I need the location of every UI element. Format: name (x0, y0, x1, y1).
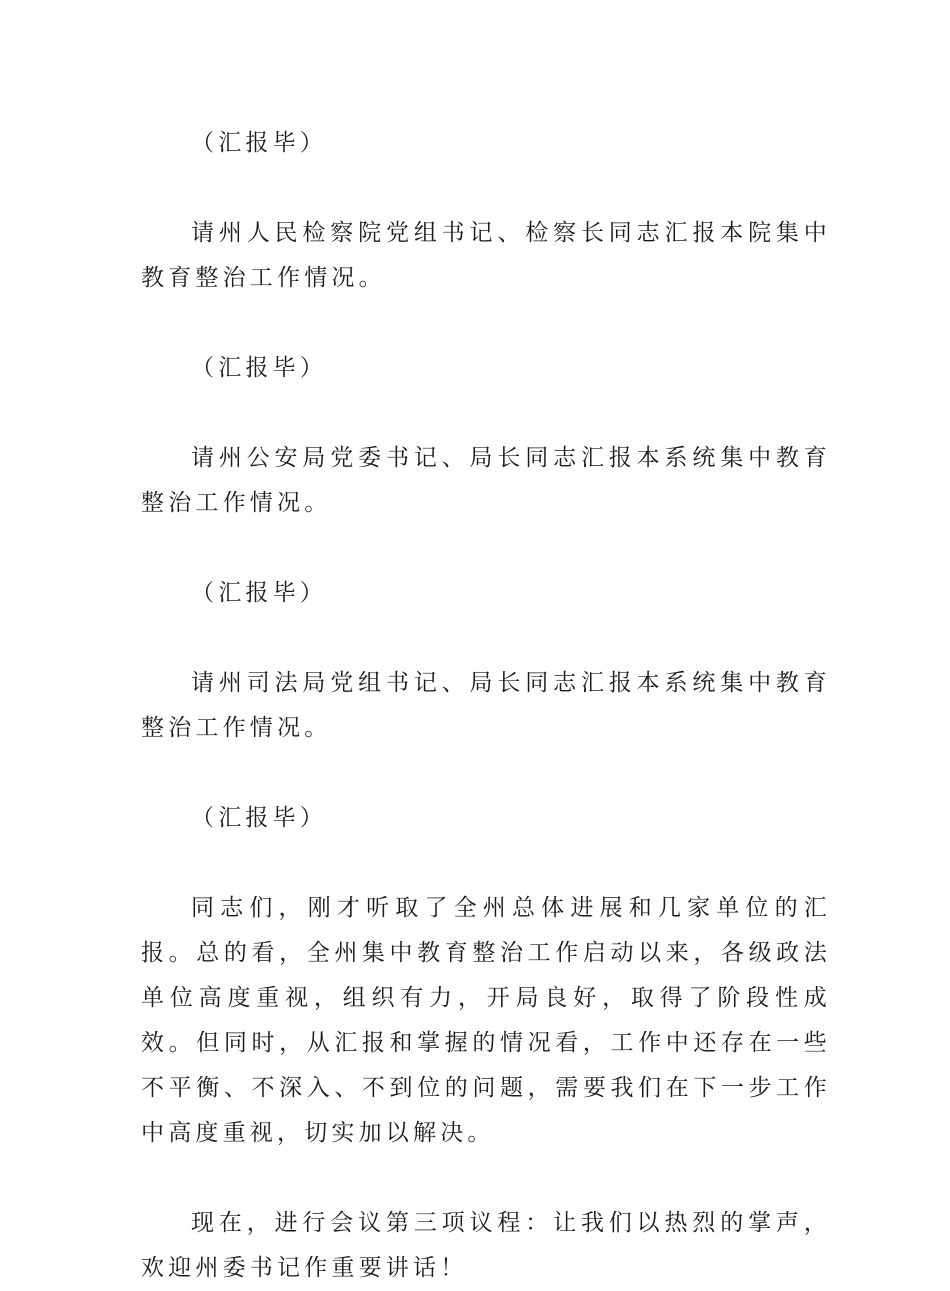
report-finished-note: （汇报毕） (191, 355, 327, 381)
justice-bureau-report-request: 请州司法局党组书记、局长同志汇报本系统集中教育整治工作情况。 (141, 670, 831, 741)
document-body (141, 121, 831, 1291)
public-security-report-request: 请州公安局党委书记、局长同志汇报本系统集中教育整治工作情况。 (141, 445, 831, 516)
agenda-item-three: 现在，进行会议第三项议程：让我们以热烈的掌声，欢迎州委书记作重要讲话！ (141, 1210, 831, 1281)
summary-paragraph: 同志们，刚才听取了全州总体进展和几家单位的汇报。总的看，全州集中教育整治工作启动以来，各级政法单位高度重视，组织有力，开局良好，取得了阶段性成效。但同时，从汇报和掌握的情况看，工作中还存在一些不平衡、不深入、不到位的问题，需要我们在下一步工作中高度重视，切实加以解决。 (141, 895, 831, 1146)
report-finished-note: （汇报毕） (191, 130, 327, 156)
procuratorate-report-request: 请州人民检察院党组书记、检察长同志汇报本院集中教育整治工作情况。 (141, 220, 831, 291)
report-finished-note: （汇报毕） (191, 805, 327, 831)
report-finished-note: （汇报毕） (191, 580, 327, 606)
